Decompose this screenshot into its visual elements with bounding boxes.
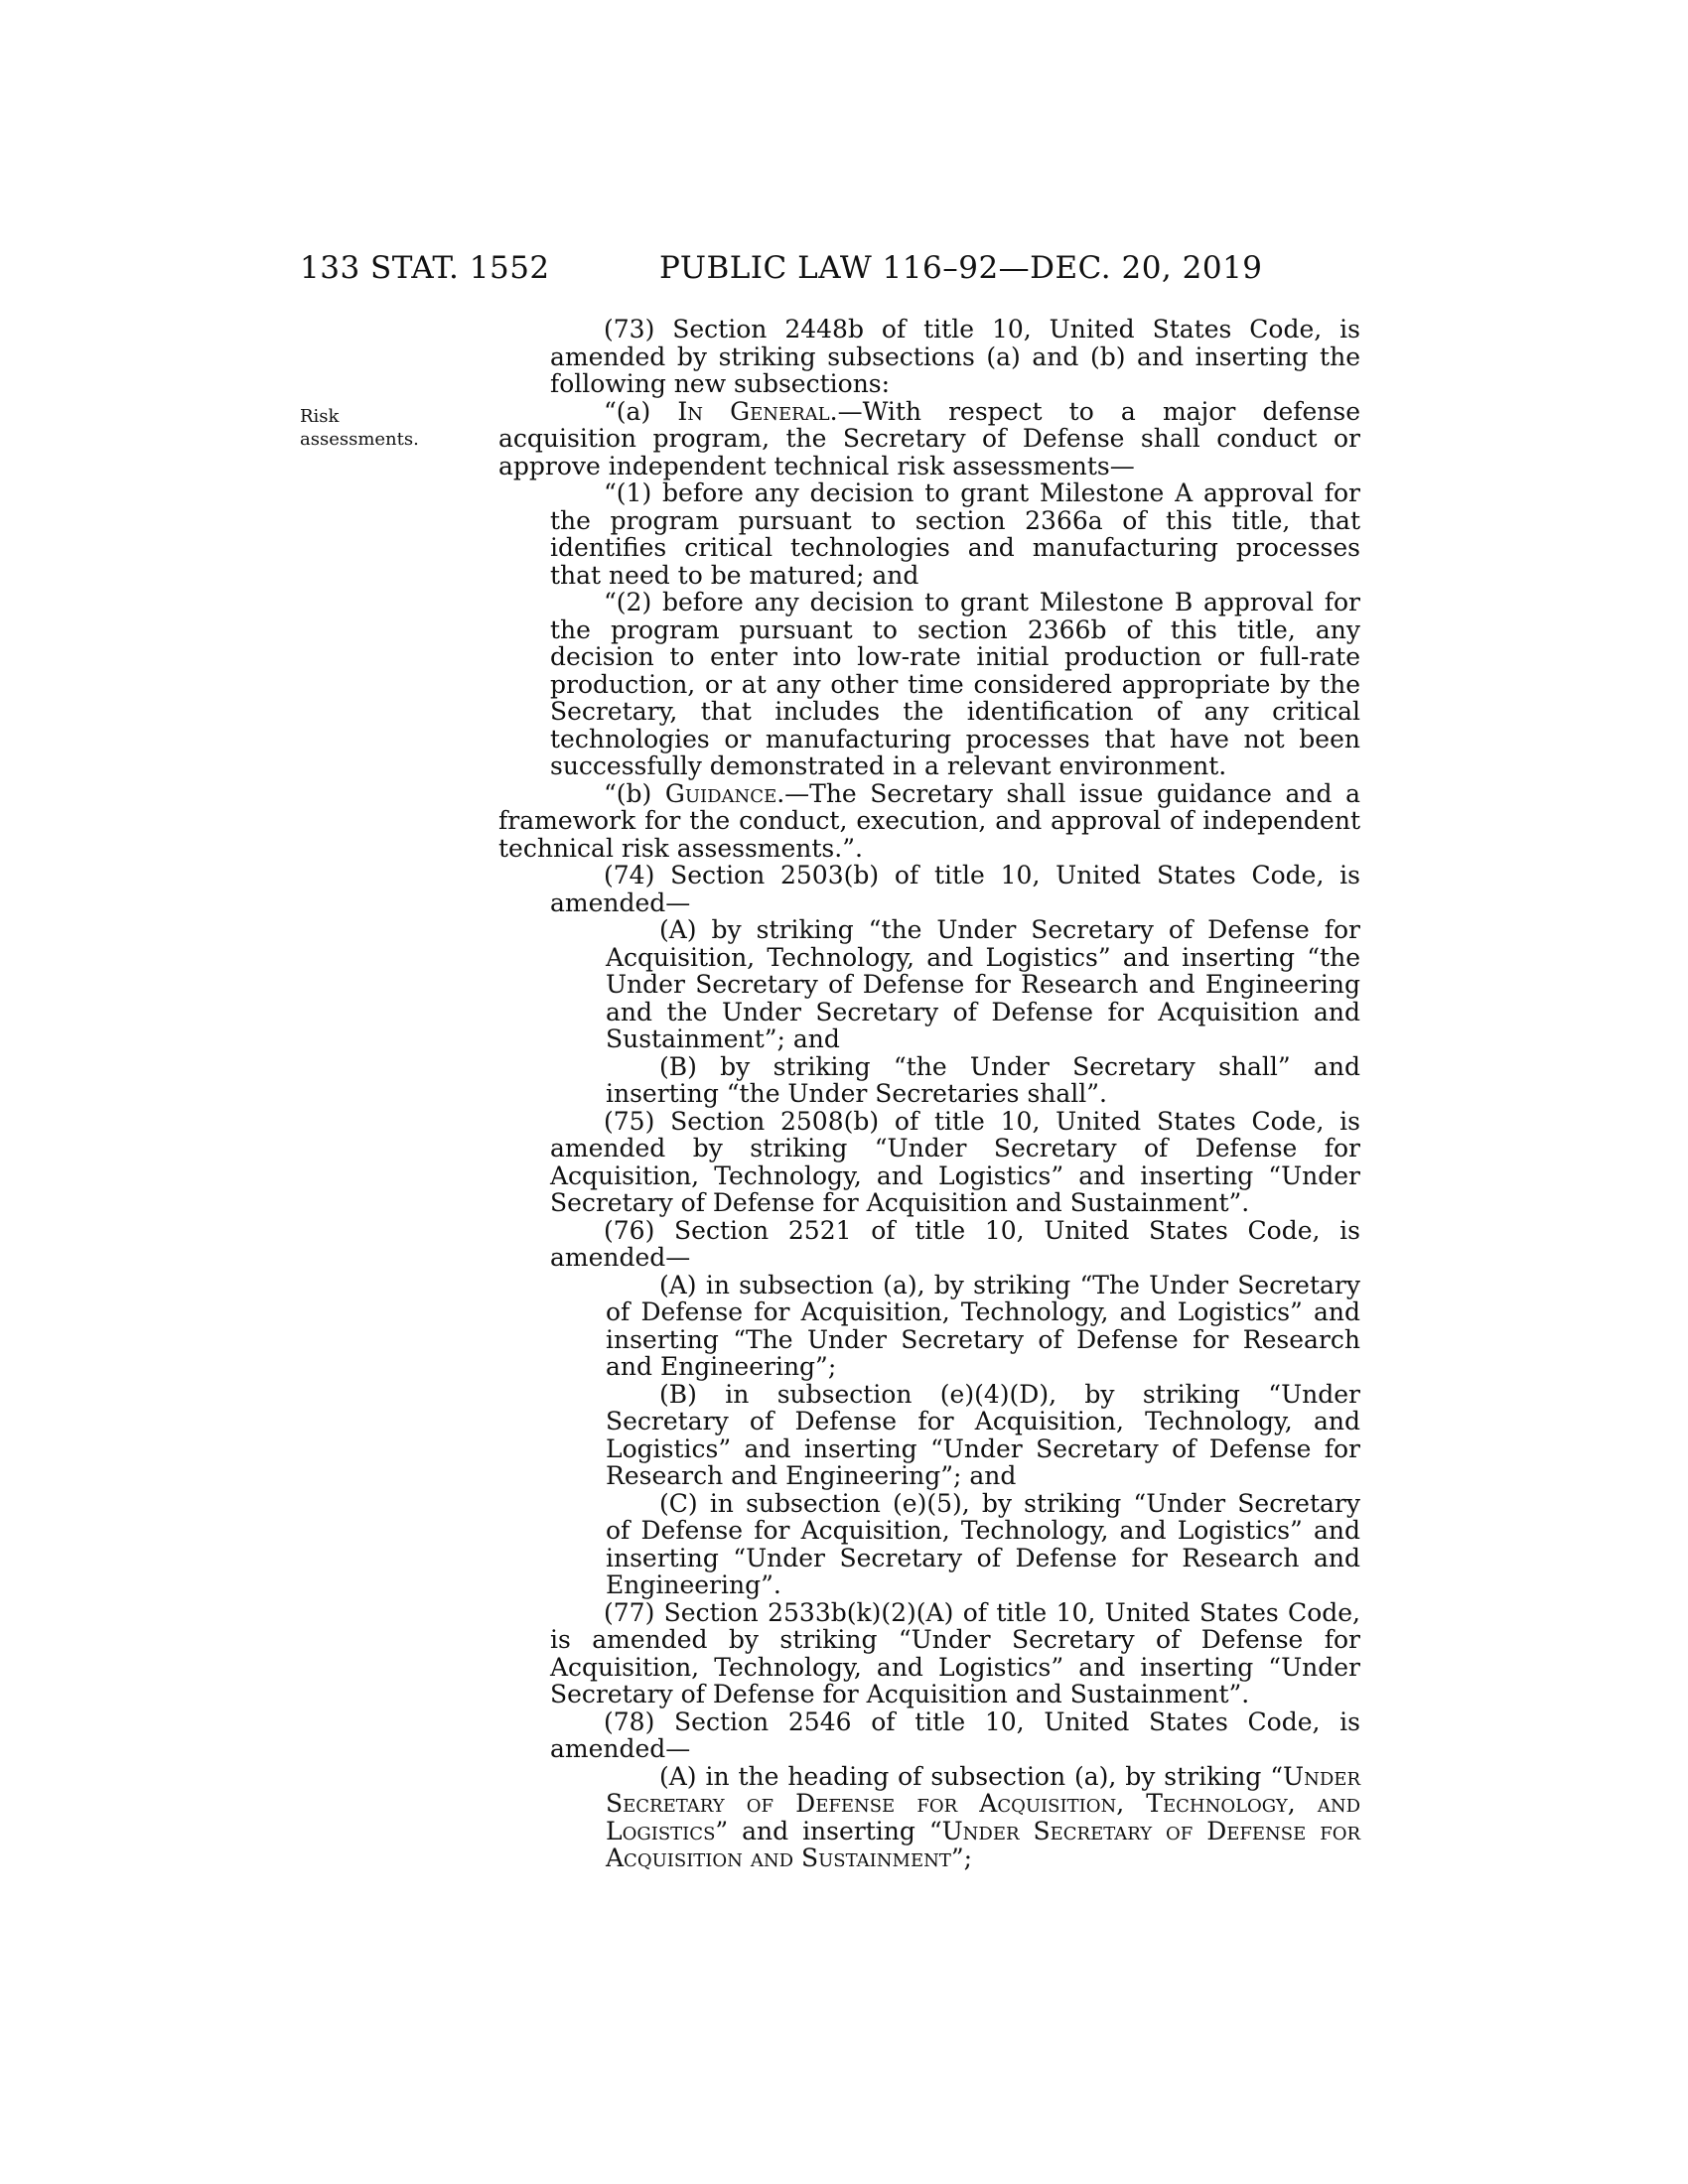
subsection-a-1: “(1) before any decision to grant Milestone A approval for the program pursuant to section 2366a of this title, that identifies critical technologies and manufacturing processes that need to be matured; and [550,478,1360,590]
paragraph-74-b: (B) by striking “the Under Secretary shall” and inserting “the Under Secretaries shall”. [606,1051,1360,1108]
paragraph-76-b: (B) in subsection (e)(4)(D), by striking “Under Secretary of Defense for Acquisition, Technology, and Logistics” and inserting “Under Secretary of Defense for Research and Engineering”; and [606,1379,1360,1490]
subsection-b-body: .—The Secretary shall issue guidance and a framework for the conduct, execution, and approval of independent technical risk assessments.”. [498,778,1360,863]
paragraph-76-a: (A) in subsection (a), by striking “The Under Secretary of Defense for Acquisition, Technology, and Logistics” and inserting “The Under Secretary of Defense for Research and Engineering”; [606,1270,1360,1381]
subsection-a-heading: In General [677,396,830,426]
page-header [0,250,1688,294]
paragraph-78-a [498,1763,1360,1872]
paragraph-74: (74) Section 2503(b) of title 10, United States Code, is amended— [550,861,1360,917]
statute-citation: 133 STAT. 1552 [300,250,550,286]
subsection-a-body: .—With respect to a major defense acquisition program, the Secretary of Defense shall conduct or approve independent technical risk assessments— [498,396,1361,480]
paragraph-78-a-struck-heading: Under Secretary of Defense for Acquisition, Technology, and Logistics [606,1761,1360,1845]
public-law-title: PUBLIC LAW 116–92—DEC. 20, 2019 [659,250,1263,286]
paragraph-78-a-inserted-heading: Under Secretary of Defense for Acquisition and Sustainment [606,1816,1360,1872]
paragraph-73: (73) Section 2448b of title 10, United States Code, is amended by striking subsections (a) and (b) and inserting the following new subsections: [550,315,1360,398]
margin-note-risk-assessments: Risk assessments. [300,406,419,450]
paragraph-77: (77) Section 2533b(k)(2)(A) of title 10, United States Code, is amended by striking “Under Secretary of Defense for Acquisition, Technology, and Logistics” and inserting “Under Secretary of Defense for Acquisition and Sustainment”. [550,1597,1360,1708]
subsection-b-open: “(b) [604,778,665,808]
subsection-a-2: “(2) before any decision to grant Milestone B approval for the program pursuant to section 2366b of this title, any decision to enter into low-rate initial production or full-rate production, or at any other time considered appropriate by the Secretary, that includes the identification of any critical technologies or manufacturing processes that have not been successfully demonstrated in a relevant environment. [550,588,1360,780]
subsection-a-open: “(a) [604,396,678,426]
subsection-b-heading: Guidance [664,778,777,808]
subsection-b [498,780,1360,863]
paragraph-74-a: (A) by striking “the Under Secretary of Defense for Acquisition, Technology, and Logistics” and inserting “the Under Secretary of Defense for Research and Engineering and the Under Secretary of Defense for Acquisition and Sustainment”; and [606,915,1360,1053]
paragraph-78-a-mid: ” and inserting “ [715,1816,942,1845]
paragraph-78-a-pre: (A) in the heading of subsection (a), by striking “ [659,1761,1284,1791]
paragraph-75: (75) Section 2508(b) of title 10, United States Code, is amended by striking “Under Secretary of Defense for Acquisition, Technology, and Logistics” and inserting “Under Secretary of Defense for Acquisition and Sustainment”. [550,1106,1360,1217]
paragraph-76-c: (C) in subsection (e)(5), by striking “Under Secretary of Defense for Acquisition, Technology, and Logistics” and inserting “Under Secretary of Defense for Research and Engineering”. [606,1488,1360,1599]
paragraph-78: (78) Section 2546 of title 10, United States Code, is amended— [550,1706,1360,1763]
paragraph-76: (76) Section 2521 of title 10, United States Code, is amended— [550,1215,1360,1272]
paragraph-78-a-post: ”; [950,1843,973,1872]
document-body [498,316,1360,1872]
subsection-a [498,398,1360,480]
